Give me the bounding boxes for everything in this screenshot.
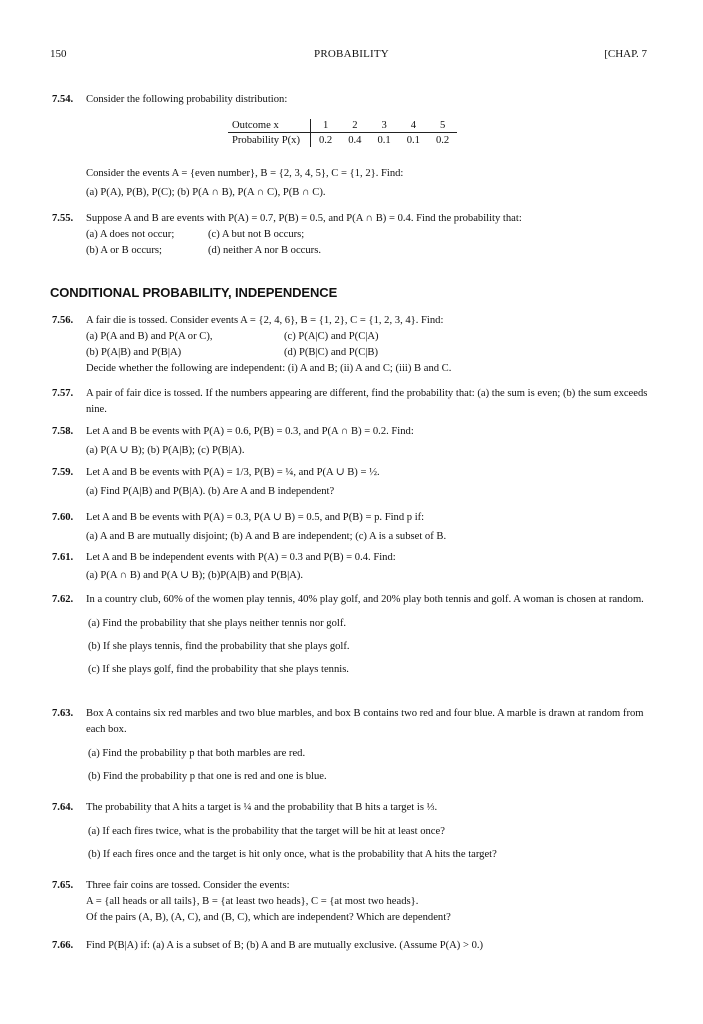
- part-b: (b) If each fires once and the target is hit only once, what is the probability that A hits the target?: [88, 849, 497, 860]
- problem-text: Let A and B be events with P(A) = 1/3, P(B) = ¼, and P(A ∪ B) = ½.: [86, 467, 380, 478]
- problem-number: 7.58.: [52, 426, 74, 437]
- page-number: 150: [50, 48, 67, 60]
- part-d: (d) P(B|C) and P(C|B): [284, 347, 378, 358]
- problem-events: A = {all heads or all tails}, B = {at least two heads}, C = {at most two heads}.: [86, 896, 419, 907]
- problem-text: Let A and B be independent events with P(A) = 0.3 and P(B) = 0.4. Find:: [86, 552, 396, 563]
- part-a: (a) Find the probability that she plays neither tennis nor golf.: [88, 618, 347, 629]
- problem-parts: (a) P(A ∩ B) and P(A ∪ B); (b)P(A|B) and P(B|A).: [86, 570, 304, 581]
- problem-7-54: [52, 92, 653, 108]
- problem-text: Consider the following probability distribution:: [86, 94, 288, 105]
- problem-7-62: [52, 592, 653, 678]
- part-b: (b) If she plays tennis, find the probability that she plays golf.: [88, 641, 350, 652]
- table-cell: 0.1: [377, 135, 391, 146]
- running-title: PROBABILITY: [314, 48, 389, 60]
- problem-text: Three fair coins are tossed. Consider the events:: [86, 880, 290, 891]
- problem-parts: (a) P(A), P(B), P(C); (b) P(A ∩ B), P(A ∩ C), P(B ∩ C).: [86, 187, 326, 198]
- table-cell: 5: [428, 119, 457, 133]
- table-row: [228, 119, 457, 133]
- table-cell: 4: [399, 119, 428, 133]
- problem-question: Of the pairs (A, B), (A, C), and (B, C), which are independent? Which are dependent?: [86, 912, 451, 923]
- problem-7-63: [52, 706, 653, 785]
- part-c: (c) P(A|C) and P(C|A): [284, 331, 379, 342]
- table-cell: 0.4: [348, 135, 362, 146]
- problem-number: 7.64.: [52, 802, 74, 813]
- part-a: (a) P(A and B) and P(A or C),: [86, 331, 213, 342]
- part-b: (b) A or B occurs;: [86, 245, 162, 256]
- part-c: (c) A but not B occurs;: [208, 229, 305, 240]
- problem-7-61: [52, 550, 653, 584]
- problem-7-57: [52, 386, 653, 418]
- part-a: (a) Find the probability p that both marbles are red.: [88, 748, 306, 759]
- problem-text: A fair die is tossed. Consider events A = {2, 4, 6}, B = {1, 2}, C = {1, 2, 3, 4}. Find:: [86, 315, 444, 326]
- chapter-label: [CHAP. 7: [604, 48, 647, 60]
- section-title: CONDITIONAL PROBABILITY, INDEPENDENCE: [50, 285, 338, 300]
- part-a: (a) A does not occur;: [86, 229, 175, 240]
- problem-7-55: [52, 211, 653, 259]
- problem-7-64: [52, 800, 653, 863]
- table-cell: 1: [310, 119, 340, 133]
- problem-text: Find P(B|A) if: (a) A is a subset of B; (b) A and B are mutually exclusive. (Assume P(A) > 0.): [86, 940, 484, 951]
- problem-text: Box A contains six red marbles and two blue marbles, and box B contains two red and four blue. A marble is drawn at random from each box.: [86, 708, 644, 735]
- part-d: (d) neither A nor B occurs.: [208, 245, 321, 256]
- problem-text: A pair of fair dice is tossed. If the numbers appearing are different, find the probability that: (a) the sum is even; (b) the sum exceeds nine.: [86, 388, 648, 415]
- problem-number: 7.66.: [52, 940, 74, 951]
- part-c: (c) If she plays golf, find the probability that she plays tennis.: [88, 664, 349, 675]
- part-b: (b) Find the probability p that one is red and one is blue.: [88, 771, 327, 782]
- problem-number: 7.59.: [52, 467, 74, 478]
- problem-number: 7.65.: [52, 880, 74, 891]
- distribution-table: [228, 119, 457, 147]
- problem-number: 7.63.: [52, 708, 74, 719]
- problem-7-66: [52, 938, 653, 954]
- problem-text: Decide whether the following are independent: (i) A and B; (ii) A and C; (iii) B and C.: [86, 363, 452, 374]
- problem-number: 7.54.: [52, 94, 74, 105]
- problem-text: Let A and B be events with P(A) = 0.6, P(B) = 0.3, and P(A ∩ B) = 0.2. Find:: [86, 426, 414, 437]
- problem-7-58: [52, 424, 653, 459]
- problem-parts: (a) Find P(A|B) and P(B|A). (b) Are A and B independent?: [86, 486, 335, 497]
- problem-7-65: [52, 878, 653, 926]
- table-cell: 3: [369, 119, 398, 133]
- problem-parts: (a) P(A ∪ B); (b) P(A|B); (c) P(B|A).: [86, 445, 245, 456]
- problem-text: In a country club, 60% of the women play tennis, 40% play golf, and 20% play both tennis and golf. A woman is chosen at random.: [86, 594, 644, 605]
- part-a: (a) If each fires twice, what is the probability that the target will be hit at least once?: [88, 826, 445, 837]
- problem-number: 7.56.: [52, 315, 74, 326]
- problem-number: 7.57.: [52, 388, 74, 399]
- problem-number: 7.61.: [52, 552, 74, 563]
- problem-number: 7.62.: [52, 594, 74, 605]
- table-row: [228, 133, 457, 148]
- table-cell: Probability P(x): [228, 133, 310, 148]
- problem-7-54-events: [52, 166, 653, 201]
- table-cell: 2: [340, 119, 369, 133]
- table-cell: 0.1: [406, 135, 420, 146]
- problem-7-56: [52, 313, 653, 377]
- problem-number: 7.60.: [52, 512, 74, 523]
- table-cell: Outcome x: [228, 119, 310, 133]
- table-cell: 0.2: [318, 135, 333, 146]
- table-cell: 0.2: [435, 135, 450, 146]
- problem-parts: (a) A and B are mutually disjoint; (b) A and B are independent; (c) A is a subset of B.: [86, 531, 447, 542]
- problem-text: Let A and B be events with P(A) = 0.3, P(A ∪ B) = 0.5, and P(B) = p. Find p if:: [86, 512, 425, 523]
- problem-7-59: [52, 465, 653, 500]
- part-b: (b) P(A|B) and P(B|A): [86, 347, 182, 358]
- problem-text: Suppose A and B are events with P(A) = 0.7, P(B) = 0.5, and P(A ∩ B) = 0.4. Find the probability that:: [86, 213, 522, 224]
- problem-text: Consider the events A = {even number}, B = {2, 3, 4, 5}, C = {1, 2}. Find:: [86, 168, 404, 179]
- problem-number: 7.55.: [52, 213, 74, 224]
- problem-text: The probability that A hits a target is ¼ and the probability that B hits a target is ⅓.: [86, 802, 438, 813]
- problem-7-60: [52, 510, 653, 545]
